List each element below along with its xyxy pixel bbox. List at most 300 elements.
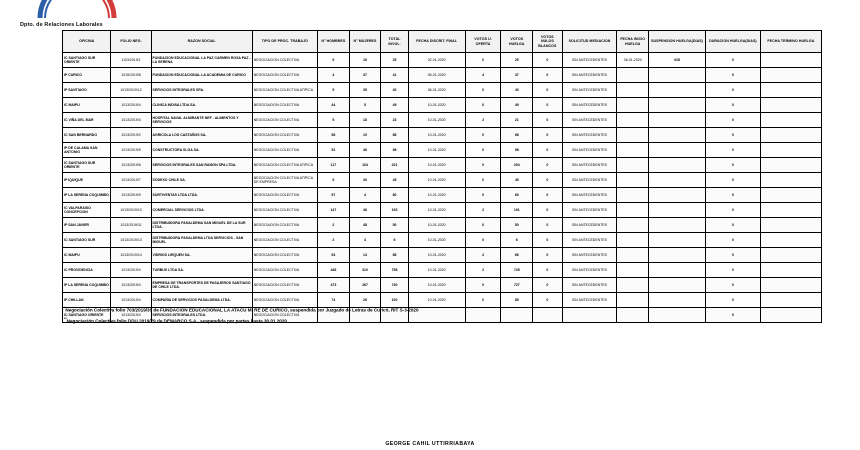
cell-mediacion: SIN ANTECEDENTES xyxy=(562,233,617,248)
cell-votos-huelga: 40 xyxy=(501,83,533,98)
cell-suspension xyxy=(649,98,706,113)
table-row xyxy=(63,83,822,98)
letterhead xyxy=(0,0,860,30)
cell-oficina: IC SANTIAGO ORIENTE xyxy=(63,308,111,323)
cell-hombres: 44 xyxy=(318,98,350,113)
cell-total: 68 xyxy=(381,128,408,143)
cell-total: 100 xyxy=(381,293,408,308)
cell-fecha-final: 10-01-2020 xyxy=(408,173,465,188)
cell-fecha-final: 10-01-2020 xyxy=(408,293,465,308)
cell-votos-nulos: 0 xyxy=(533,188,563,203)
cell-total: 758 xyxy=(381,263,408,278)
column-header-hombres: N° HOMBRES xyxy=(318,31,350,53)
cell-razon: CONSTRUCTORA SI-GA SA. xyxy=(151,143,252,158)
cell-folio: 1013/2019/13 xyxy=(111,233,151,248)
cell-duracion: 0 xyxy=(705,68,760,83)
cell-votos-huelga: 204 xyxy=(501,158,533,173)
cell-oficina: IP LA SERENA COQUIMBO xyxy=(63,188,111,203)
cell-hombres: 52 xyxy=(318,143,350,158)
cell-folio: 1013/2019/4 xyxy=(111,98,151,113)
cell-suspension: 028 xyxy=(649,53,706,68)
cell-duracion: 0 xyxy=(705,188,760,203)
table-row xyxy=(63,278,822,293)
department-label: Dpto. de Relaciones Laborales xyxy=(20,22,103,28)
cell-duracion: 0 xyxy=(705,248,760,263)
negotiations-table xyxy=(62,30,822,323)
cell-total: 6 xyxy=(381,233,408,248)
cell-votos-huelga: 60 xyxy=(501,188,533,203)
cell-folio: 1013/2019/11 xyxy=(111,218,151,233)
cell-razon: SERVICIOS INTEGRALES LTDA. xyxy=(151,308,252,323)
cell-razon: FUNDACION EDUCACIONAL LA PAZ CARMEN ROSA PAZ - LA SERENA xyxy=(151,53,252,68)
cell-votos-nulos: 0 xyxy=(533,278,563,293)
footnote-2 xyxy=(64,315,844,326)
cell-votos-oferta: 4 xyxy=(465,68,501,83)
cell-tipo: NEGOCIACION COLECTIVA xyxy=(252,248,317,263)
cell-mujeres: 46 xyxy=(349,143,381,158)
cell-total: 98 xyxy=(381,143,408,158)
cell-mediacion: SIN ANTECEDENTES xyxy=(562,218,617,233)
footnote-1-text: Negociación Colectiva folio 703/2019/30 de FUNDACIÓN EDUCACIONAL LA ATACU MI RE DE CURICÓ, suspendida por Juzgado de Letras de Curicó, RIT S-3-2020 xyxy=(65,307,419,313)
cell-votos-nulos: 0 xyxy=(533,248,563,263)
column-header-mujeres: N° MUJERES xyxy=(349,31,381,53)
cell-oficina: IC MAIPU xyxy=(63,248,111,263)
cell-duracion: 0 xyxy=(705,158,760,173)
table-row xyxy=(63,158,822,173)
cell-votos-oferta: 0 xyxy=(465,173,501,188)
cell-fecha-inicio xyxy=(617,98,649,113)
cell-folio: 1013/2019/4 xyxy=(111,263,151,278)
cell-mediacion: SIN ANTECEDENTES xyxy=(562,293,617,308)
cell-mediacion: SIN ANTECEDENTES xyxy=(562,278,617,293)
column-header-fecha-inicio-huelga: FECHA INICIO HUELGA xyxy=(617,31,649,53)
table-row xyxy=(63,248,822,263)
cell-mediacion: SIN ANTECEDENTES xyxy=(562,128,617,143)
cell-fecha-termino xyxy=(760,173,821,188)
cell-duracion: 0 xyxy=(705,53,760,68)
cell-folio: 1013/2019/12 xyxy=(111,83,151,98)
column-header-fecha-final: FECHA DISCRIT. FINAL xyxy=(408,31,465,53)
cell-mujeres: 40 xyxy=(349,173,381,188)
cell-fecha-final: 10-01-2020 xyxy=(408,263,465,278)
cell-votos-oferta: 0 xyxy=(465,278,501,293)
cell-hombres: 2 xyxy=(318,233,350,248)
cell-votos-oferta: 2 xyxy=(465,263,501,278)
cell-razon: TURBUS LTDA SA. xyxy=(151,263,252,278)
cell-votos-oferta: 0 xyxy=(465,98,501,113)
cell-fecha-inicio xyxy=(617,233,649,248)
cell-votos-nulos: 0 xyxy=(533,143,563,158)
cell-tipo: NEGOCIACION COLECTIVA ATIPICA xyxy=(252,83,317,98)
cell-mujeres: 46 xyxy=(349,203,381,218)
cell-duracion: 0 xyxy=(705,293,760,308)
column-header-fecha-termino-huelga: FECHA TERMINO HUELGA xyxy=(760,31,821,53)
cell-razon: FUNDACION EDUCACIONAL LA ACADEMIA DE CURICO xyxy=(151,68,252,83)
table-row xyxy=(63,218,822,233)
cell-total: 740 xyxy=(381,278,408,293)
cell-fecha-final: 10-01-2020 xyxy=(408,278,465,293)
column-header-duracion-huelga: DURACION HUELGA(DIAS) xyxy=(705,31,760,53)
cell-mujeres: 104 xyxy=(349,158,381,173)
cell-razon: EMPRESA DE TRANSPORTES DE PASAJEROS SANTIAGO DE CHILE LTDA. xyxy=(151,278,252,293)
cell-suspension xyxy=(649,218,706,233)
cell-fecha-inicio xyxy=(617,113,649,128)
cell-tipo: NEGOCIACION COLECTIVA ATIPICA xyxy=(252,158,317,173)
table-row xyxy=(63,203,822,218)
cell-duracion: 0 xyxy=(705,173,760,188)
cell-votos-huelga: 21 xyxy=(501,113,533,128)
cell-votos-nulos: 0 xyxy=(533,53,563,68)
cell-hombres: 4 xyxy=(318,68,350,83)
cell-fecha-termino xyxy=(760,218,821,233)
cell-votos-oferta: 0 xyxy=(465,218,501,233)
table-row xyxy=(63,128,822,143)
cell-suspension xyxy=(649,278,706,293)
cell-votos-huelga: 45 xyxy=(501,173,533,188)
cell-votos-nulos: 0 xyxy=(533,203,563,218)
cell-fecha-termino xyxy=(760,203,821,218)
cell-duracion: 0 xyxy=(705,143,760,158)
column-header-total: TOTAL INVOL. xyxy=(381,31,408,53)
cell-votos-huelga: 50 xyxy=(501,218,533,233)
cell-votos-huelga: 727 xyxy=(501,278,533,293)
table-body xyxy=(63,53,822,323)
cell-fecha-final: 10-01-2020 xyxy=(408,128,465,143)
column-header-oficina: OFICINA xyxy=(63,31,111,53)
cell-razon: SERVICIOS INTEGRALES SAN RAMON SPA LTDA. xyxy=(151,158,252,173)
cell-fecha-inicio xyxy=(617,128,649,143)
cell-mujeres: 18 xyxy=(349,113,381,128)
cell-hombres: 2 xyxy=(318,218,350,233)
cell-folio: 1103/2019/1 xyxy=(111,53,151,68)
cell-fecha-inicio xyxy=(617,68,649,83)
cell-votos-oferta: 0 xyxy=(465,143,501,158)
cell-fecha-final: 10-01-2020 xyxy=(408,113,465,128)
cell-razon: DISTRIBUIDORA PASALDEMA LTDA SERVICIOS - SAN MIGUEL xyxy=(151,233,252,248)
cell-suspension xyxy=(649,143,706,158)
cell-folio: 1013/2019/4 xyxy=(111,293,151,308)
cell-votos-nulos: 0 xyxy=(533,128,563,143)
footnotes-block xyxy=(64,304,844,326)
cell-oficina: IP SANTIAGO xyxy=(63,83,111,98)
cell-total: 193 xyxy=(381,203,408,218)
cell-folio: 1013/2019/3 xyxy=(111,113,151,128)
cell-hombres: 117 xyxy=(318,158,350,173)
cell-fecha-termino xyxy=(760,278,821,293)
cell-oficina: IC PROVIDENCIA xyxy=(63,263,111,278)
table-header xyxy=(63,31,822,53)
cell-mediacion: SIN ANTECEDENTES xyxy=(562,203,617,218)
cell-votos-nulos: 0 xyxy=(533,158,563,173)
logo-arc-icon xyxy=(34,0,120,20)
cell-tipo: NEGOCIACION COLECTIVA xyxy=(252,68,317,83)
cell-mediacion: SIN ANTECEDENTES xyxy=(562,173,617,188)
cell-tipo: NEGOCIACION COLECTIVA xyxy=(252,293,317,308)
cell-razon: SURTIVENTAS LTDA LTDA. xyxy=(151,188,252,203)
cell-tipo: NEGOCIACION COLECTIVA xyxy=(252,278,317,293)
cell-mujeres: 48 xyxy=(349,218,381,233)
cell-fecha-inicio xyxy=(617,218,649,233)
cell-votos-huelga: 98 xyxy=(501,143,533,158)
cell-fecha-termino xyxy=(760,128,821,143)
cell-fecha-final: 10-01-2020 xyxy=(408,188,465,203)
cell-fecha-inicio xyxy=(617,278,649,293)
cell-mujeres: 5 xyxy=(349,98,381,113)
column-header-folio: FOLIO NEG. xyxy=(111,31,151,53)
table-header-row xyxy=(63,31,822,53)
cell-razon: COMPAÑIA DE SERVICIOS PASALDEMA LTDA. xyxy=(151,293,252,308)
cell-mediacion: SIN ANTECEDENTES xyxy=(562,98,617,113)
cell-fecha-final: 10-01-2020 xyxy=(408,233,465,248)
cell-folio: 1013/2019/10 xyxy=(111,203,151,218)
cell-fecha-inicio xyxy=(617,143,649,158)
cell-fecha-final: 06-01-2020 xyxy=(408,68,465,83)
cell-duracion: 0 xyxy=(705,203,760,218)
cell-razon: HOSPITAL NAVAL ALMIRANTE NEF - ALIMENTOS Y SERVICIOS xyxy=(151,113,252,128)
cell-total: 40 xyxy=(381,83,408,98)
cell-votos-huelga: 85 xyxy=(501,293,533,308)
cell-suspension xyxy=(649,68,706,83)
cell-tipo: NEGOCIACION COLECTIVA xyxy=(252,263,317,278)
cell-votos-nulos: 0 xyxy=(533,173,563,188)
cell-total: 68 xyxy=(381,248,408,263)
cell-total: 45 xyxy=(381,173,408,188)
cell-duracion: 0 xyxy=(705,113,760,128)
cell-mujeres: 10 xyxy=(349,128,381,143)
cell-mujeres: 26 xyxy=(349,293,381,308)
cell-suspension xyxy=(649,128,706,143)
cell-mujeres: 14 xyxy=(349,248,381,263)
cell-duracion: 0 xyxy=(705,98,760,113)
cell-fecha-final: 10-01-2020 xyxy=(408,158,465,173)
cell-oficina: IP SAN JAVIER xyxy=(63,218,111,233)
cell-oficina: IP CURICO xyxy=(63,68,111,83)
cell-hombres: 448 xyxy=(318,263,350,278)
cell-mediacion: SIN ANTECEDENTES xyxy=(562,83,617,98)
cell-mediacion: SIN ANTECEDENTES xyxy=(562,263,617,278)
cell-votos-huelga: 49 xyxy=(501,98,533,113)
cell-duracion: 0 xyxy=(705,218,760,233)
cell-suspension xyxy=(649,203,706,218)
cell-fecha-inicio xyxy=(617,173,649,188)
cell-votos-huelga: 191 xyxy=(501,203,533,218)
footnote-2-text: Negociación Colectiva folio DDU 2019/79 de DEMARCO S.A., suspendida por partes hasta 30 01 2020 xyxy=(66,318,287,324)
table-row xyxy=(63,173,822,188)
cell-votos-nulos: 0 xyxy=(533,263,563,278)
cell-votos-oferta: 0 xyxy=(465,188,501,203)
cell-suspension xyxy=(649,248,706,263)
cell-razon: VIDRIOS LIRQUEN SA. xyxy=(151,248,252,263)
cell-votos-oferta: 0 xyxy=(465,128,501,143)
cell-mujeres: 37 xyxy=(349,68,381,83)
cell-tipo: NEGOCIACION COLECTIVA xyxy=(252,113,317,128)
table-row xyxy=(63,263,822,278)
cell-mujeres: 4 xyxy=(349,188,381,203)
cell-duracion: 0 xyxy=(705,278,760,293)
cell-votos-huelga: 68 xyxy=(501,128,533,143)
cell-tipo: NEGOCIACION COLECTIVA xyxy=(252,98,317,113)
cell-mediacion: SIN ANTECEDENTES xyxy=(562,143,617,158)
cell-mediacion: SIN ANTECEDENTES xyxy=(562,53,617,68)
cell-votos-huelga: 37 xyxy=(501,68,533,83)
cell-fecha-termino xyxy=(760,113,821,128)
cell-oficina: IP LA SERENA COQUIMBO xyxy=(63,278,111,293)
cell-fecha-termino xyxy=(760,188,821,203)
cell-oficina: IP CHILLAN xyxy=(63,293,111,308)
table-row xyxy=(63,233,822,248)
cell-tipo: NEGOCIACION COLECTIVA xyxy=(252,188,317,203)
cell-hombres: 58 xyxy=(318,128,350,143)
cell-hombres: 54 xyxy=(318,248,350,263)
cell-mujeres: 4 xyxy=(349,233,381,248)
footnote-2-marker: ** xyxy=(64,317,67,322)
cell-mujeres: 35 xyxy=(349,83,381,98)
footnote-1-marker: * xyxy=(64,306,66,310)
cell-votos-nulos: 0 xyxy=(533,233,563,248)
cell-oficina: IC SANTIAGO SUR ORIENTE xyxy=(63,53,111,68)
cell-hombres: 57 xyxy=(318,188,350,203)
cell-hombres: 473 xyxy=(318,278,350,293)
cell-razon: SODEXO CHILE SA. xyxy=(151,173,252,188)
cell-votos-oferta: 0 xyxy=(465,233,501,248)
cell-tipo: NEGOCIACION COLECTIVA xyxy=(252,218,317,233)
cell-tipo: NEGOCIACION COLECTIVA xyxy=(252,128,317,143)
cell-fecha-inicio xyxy=(617,263,649,278)
cell-oficina: IP IQUIQUE xyxy=(63,173,111,188)
cell-fecha-inicio xyxy=(617,158,649,173)
cell-fecha-final: 10-01-2020 xyxy=(408,143,465,158)
cell-votos-huelga: 25 xyxy=(501,53,533,68)
cell-hombres: 74 xyxy=(318,293,350,308)
cell-mediacion: SIN ANTECEDENTES xyxy=(562,68,617,83)
cell-tipo: NEGOCIACION COLECTIVA xyxy=(252,308,317,323)
cell-folio: 1013/2019/2 xyxy=(111,128,151,143)
cell-mediacion: SIN ANTECEDENTES xyxy=(562,188,617,203)
cell-total: 25 xyxy=(381,53,408,68)
cell-mediacion: SIN ANTECEDENTES xyxy=(562,113,617,128)
cell-tipo: NEGOCIACION COLECTIVA xyxy=(252,203,317,218)
cell-suspension xyxy=(649,158,706,173)
cell-fecha-inicio xyxy=(617,83,649,98)
column-header-votos-huelga: VOTOS HUELGA xyxy=(501,31,533,53)
table-row xyxy=(63,53,822,68)
cell-fecha-termino xyxy=(760,263,821,278)
cell-votos-oferta: 0 xyxy=(465,83,501,98)
cell-oficina: IC SANTIAGO SUR xyxy=(63,233,111,248)
cell-folio: 1013/2019/7 xyxy=(111,173,151,188)
cell-razon: SERVICIOS INTEGRALES SPA. xyxy=(151,83,252,98)
footnote-1 xyxy=(64,304,844,315)
data-table-container xyxy=(62,30,822,323)
cell-mujeres: 16 xyxy=(349,53,381,68)
cell-fecha-termino xyxy=(760,143,821,158)
cell-fecha-inicio xyxy=(617,248,649,263)
cell-tipo: NEGOCIACION COLECTIVA xyxy=(252,53,317,68)
cell-duracion: 0 xyxy=(705,128,760,143)
cell-total: 50 xyxy=(381,218,408,233)
cell-razon: AGRICOLA LOS CASTAÑOS SA. xyxy=(151,128,252,143)
cell-total: 49 xyxy=(381,98,408,113)
cell-mediacion: SIN ANTECEDENTES xyxy=(562,248,617,263)
column-header-votos-nulos: VOTOS NULOS BLANCOS xyxy=(533,31,563,53)
cell-total: 41 xyxy=(381,68,408,83)
cell-suspension xyxy=(649,233,706,248)
cell-total: 60 xyxy=(381,188,408,203)
cell-duracion: 0 xyxy=(705,233,760,248)
table-row xyxy=(63,113,822,128)
cell-suspension xyxy=(649,173,706,188)
cell-fecha-termino xyxy=(760,68,821,83)
cell-folio: 1015/2019/8 xyxy=(111,68,151,83)
cell-votos-oferta: 2 xyxy=(465,113,501,128)
cell-duracion: 0 xyxy=(705,83,760,98)
cell-folio: 1013/2019/9 xyxy=(111,188,151,203)
cell-votos-oferta: 2 xyxy=(465,248,501,263)
cell-fecha-termino xyxy=(760,53,821,68)
cell-tipo: NEGOCIACION COLECTIVA xyxy=(252,233,317,248)
cell-votos-nulos: 0 xyxy=(533,113,563,128)
cell-hombres: 5 xyxy=(318,83,350,98)
cell-folio: 1013/2019/14 xyxy=(111,248,151,263)
signature-name: GEORGE CAHIL UTTIRRIABAYA xyxy=(385,441,475,447)
cell-votos-nulos: 0 xyxy=(533,68,563,83)
cell-mujeres: 310 xyxy=(349,263,381,278)
cell-fecha-inicio xyxy=(617,203,649,218)
cell-hombres: 9 xyxy=(318,53,350,68)
cell-fecha-final: 10-01-2020 xyxy=(408,203,465,218)
cell-mediacion: SIN ANTECEDENTES xyxy=(562,158,617,173)
column-header-suspension-huelga: SUSPENSION HUELGA(DIAS) xyxy=(649,31,706,53)
cell-mujeres: 267 xyxy=(349,278,381,293)
cell-fecha-final: 10-01-2020 xyxy=(408,98,465,113)
cell-hombres: 147 xyxy=(318,203,350,218)
cell-folio: 1013/2019/4 xyxy=(111,278,151,293)
cell-tipo: NEGOCIACION COLECTIVA xyxy=(252,143,317,158)
cell-votos-nulos: 0 xyxy=(533,218,563,233)
column-header-solicitud-mediacion: SOLICITUD MEDIACION xyxy=(562,31,617,53)
cell-oficina: IC SAN BERNARDO xyxy=(63,128,111,143)
cell-votos-huelga: 66 xyxy=(501,248,533,263)
cell-folio: 1013/2019/5 xyxy=(111,143,151,158)
cell-oficina: IC MAIPU xyxy=(63,98,111,113)
column-header-tipo-proceso: TIPO DE PROC. TRABAJO xyxy=(252,31,317,53)
cell-suspension xyxy=(649,188,706,203)
cell-fecha-termino xyxy=(760,98,821,113)
cell-hombres: 5 xyxy=(318,173,350,188)
cell-fecha-termino xyxy=(760,83,821,98)
cell-fecha-termino xyxy=(760,233,821,248)
table-row xyxy=(63,188,822,203)
table-row xyxy=(63,143,822,158)
cell-razon: CLINICA INDISA LTDA SA. xyxy=(151,98,252,113)
table-row xyxy=(63,98,822,113)
cell-fecha-final: 02-01-2020 xyxy=(408,53,465,68)
cell-suspension xyxy=(649,263,706,278)
cell-votos-oferta: 0 xyxy=(465,53,501,68)
cell-oficina: IP DE CALAMA SAN ANTONIO xyxy=(63,143,111,158)
column-header-votos-oferta: VOTOS U. OFERTA xyxy=(465,31,501,53)
cell-fecha-inicio: 06-01-2020 xyxy=(617,53,649,68)
cell-fecha-termino xyxy=(760,158,821,173)
cell-votos-nulos: 0 xyxy=(533,293,563,308)
cell-oficina: IC VIÑA DEL MAR xyxy=(63,113,111,128)
cell-razon: COMERCIAL SERVICIOS LTDA. xyxy=(151,203,252,218)
cell-suspension xyxy=(649,83,706,98)
cell-votos-oferta: 0 xyxy=(465,293,501,308)
cell-razon: DISTRIBUIDORA PASALDEMA SAN MIGUEL DE LA SUR LTDA. xyxy=(151,218,252,233)
cell-folio: 1013/2019/4 xyxy=(111,308,151,323)
cell-duracion: 0 xyxy=(705,263,760,278)
